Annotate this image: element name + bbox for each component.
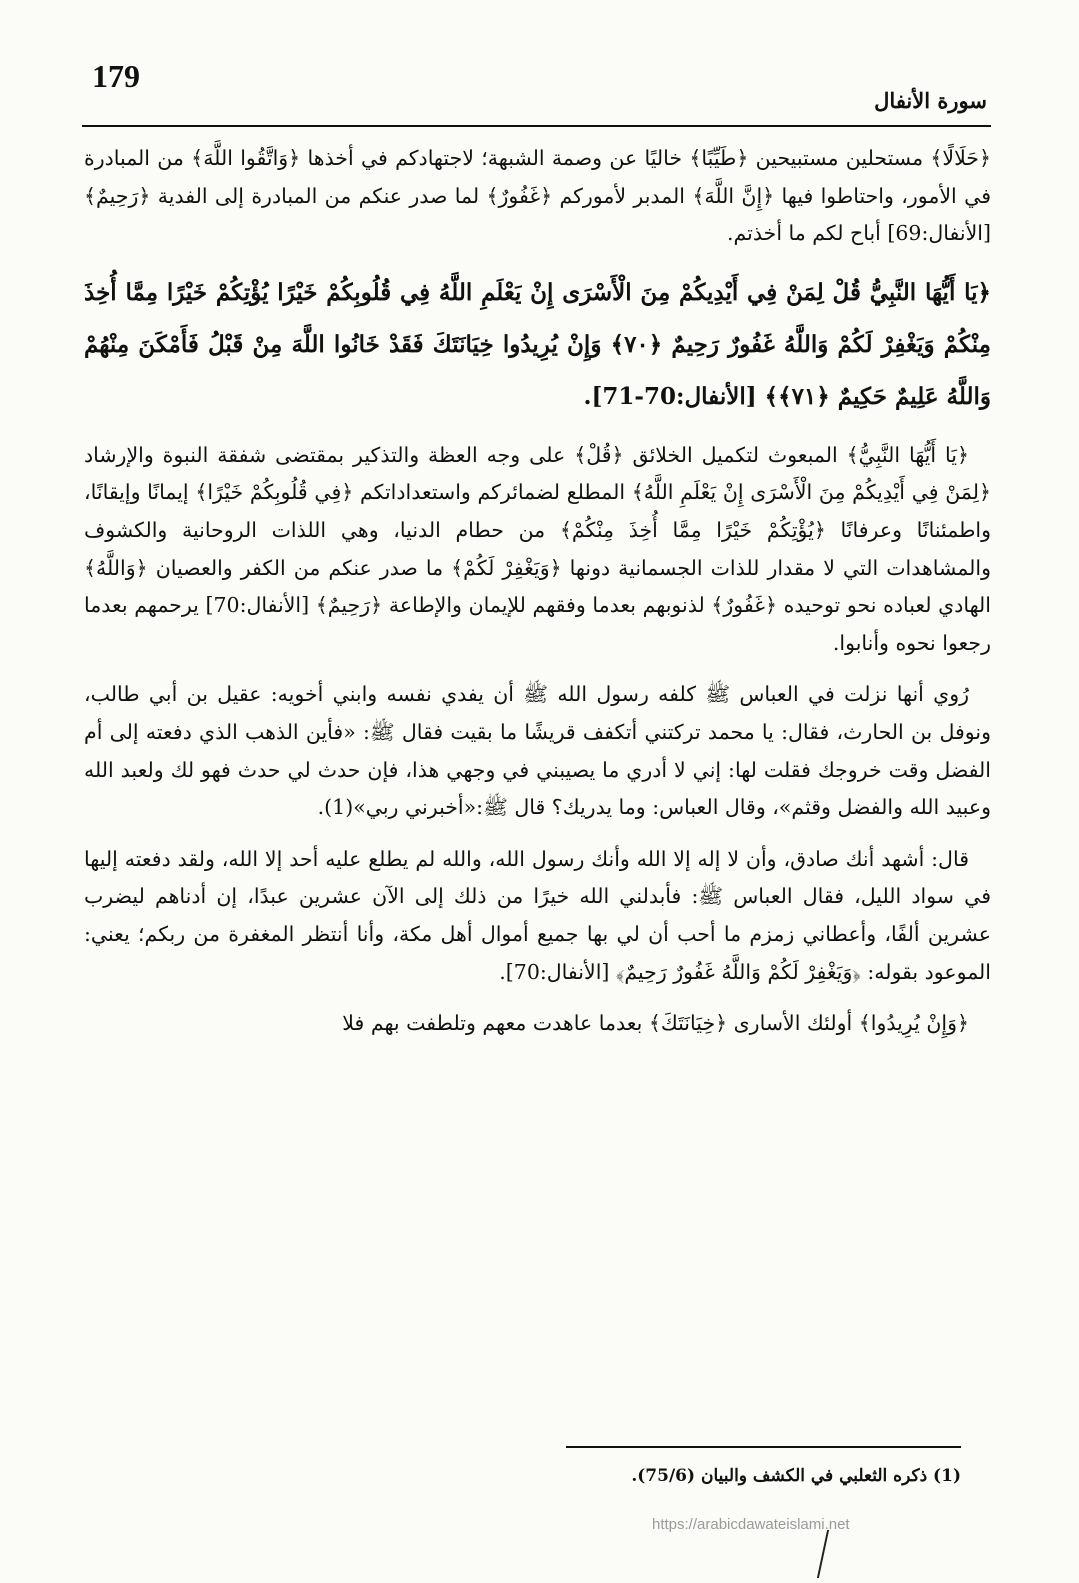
paragraph-4: قال: أشهد أنك صادق، وأن لا إله إلا الله وأنك رسول الله، والله لم يطلع عليه أحد إلا الله، ولقد دفعته إليها في سواد الليل، فقال العباس ﷺ: فأبدلني الله خيرًا من ذلك إلى الآن عشرين عبدًا، إن أدناهم ليضرب عشرين ألفًا، وأعطاني زمزم ما أحب أن لي بها جميع أموال أهل مكة، وأنا أنتظر المغفرة من ربكم؛ يعني: الموعود بقوله: ﴿وَيَغْفِرْ لَكُمْ وَاللَّهُ غَفُورٌ رَحِيمٌ﴾ [الأنفال:70].: [84, 846, 991, 984]
paragraph-3: رُوي أنها نزلت في العباس ﷺ كلفه رسول الله ﷺ أن يفدي نفسه وابني أخويه: عقيل بن أبي طالب، ونوفل بن الحارث، فقال: يا محمد تركتني أتكفف قريشًا ما بقيت فقال ﷺ: «فأين الذهب الذي دفعته إلى أم الفضل وقت خروجك فقلت لها: إني لا أدري ما يصيبني في وجهي هذا، فإن حدث لي حدث فهو لك ولعبد الله وعبيد الله والفضل وقثم»، وقال العباس: وما يدريك؟ قال ﷺ:«أخبرني ربي»(1).: [84, 682, 991, 820]
watermark: https://arabicdawateislami.net: [652, 1516, 850, 1533]
page-body: [84, 140, 991, 1057]
margin-mark: [817, 1530, 833, 1578]
paragraph-2: ﴿يَا أَيُّهَا النَّبِيُّ﴾ المبعوث لتكميل الخلائق ﴿قُلْ﴾ على وجه العظة والتذكير بمقتضى شفقة النبوة والإرشاد ﴿لِمَنْ فِي أَيْدِيكُمْ مِنَ الْأَسْرَى إِنْ يَعْلَمِ اللَّهُ﴾ المطلع لضمائركم واستعداداتكم ﴿فِي قُلُوبِكُمْ خَيْرًا﴾ إيمانًا وإيقانًا، واطمئنانًا وعرفانًا ﴿يُؤْتِكُمْ خَيْرًا مِمَّا أُخِذَ مِنْكُمْ﴾ من حطام الدنيا، وهي اللذات الروحانية والكشوف والمشاهدات التي لا مقدار للذات الجسمانية دونها ﴿وَيَغْفِرْ لَكُمْ﴾ ما صدر عنكم من الكفر والعصيان ﴿وَاللَّهُ﴾ الهادي لعباده نحو توحيده ﴿غَفُورٌ﴾ لذنوبهم بعدما وفقهم للإيمان والإطاعة ﴿رَحِيمٌ﴾ [الأنفال:70] يرحمهم بعدما رجعوا نحوه وأنابوا.: [84, 442, 992, 655]
footnote-rule: [566, 1446, 961, 1448]
paragraph-5: ﴿وَإِنْ يُرِيدُوا﴾ أولئك الأسارى ﴿خِيَانَتَكَ﴾ بعدما عاهدت معهم وتلطفت بهم فلا: [342, 1011, 969, 1036]
quran-verse-block: ﴿يَا أَيُّهَا النَّبِيُّ قُلْ لِمَنْ فِي أَيْدِيكُمْ مِنَ الْأَسْرَى إِنْ يَعْلَمِ اللَّهُ فِي قُلُوبِكُمْ خَيْرًا يُؤْتِكُمْ خَيْرًا مِمَّا أُخِذَ مِنْكُمْ وَيَغْفِرْ لَكُمْ وَاللَّهُ غَفُورٌ رَحِيمٌ ﴿٧٠﴾ وَإِنْ يُرِيدُوا خِيَانَتَكَ فَقَدْ خَانُوا اللَّهَ مِنْ قَبْلُ فَأَمْكَنَ مِنْهُمْ وَاللَّهُ عَلِيمٌ حَكِيمٌ ﴿٧١﴾﴾ [الأنفال:70-71].: [84, 278, 991, 410]
paragraph-1: ﴿حَلَالًا﴾ مستحلين مستبيحين ﴿طَيِّبًا﴾ خاليًا عن وصمة الشبهة؛ لاجتهادكم في أخذها ﴿وَاتَّقُوا اللَّهَ﴾ من المبادرة في الأمور، واحتاطوا فيها ﴿إِنَّ اللَّهَ﴾ المدبر لأموركم ﴿غَفُورٌ﴾ لما صدر عنكم من المبادرة إلى الفدية ﴿رَحِيمٌ﴾ [الأنفال:69] أباح لكم ما أخذتم.: [84, 146, 991, 246]
surah-title: سورة الأنفال: [874, 88, 987, 113]
page-number: 179: [92, 58, 140, 94]
header-rule: [82, 125, 991, 127]
footnote: (1) ذكره الثعلبي في الكشف والبيان (75/6).: [631, 1466, 961, 1486]
